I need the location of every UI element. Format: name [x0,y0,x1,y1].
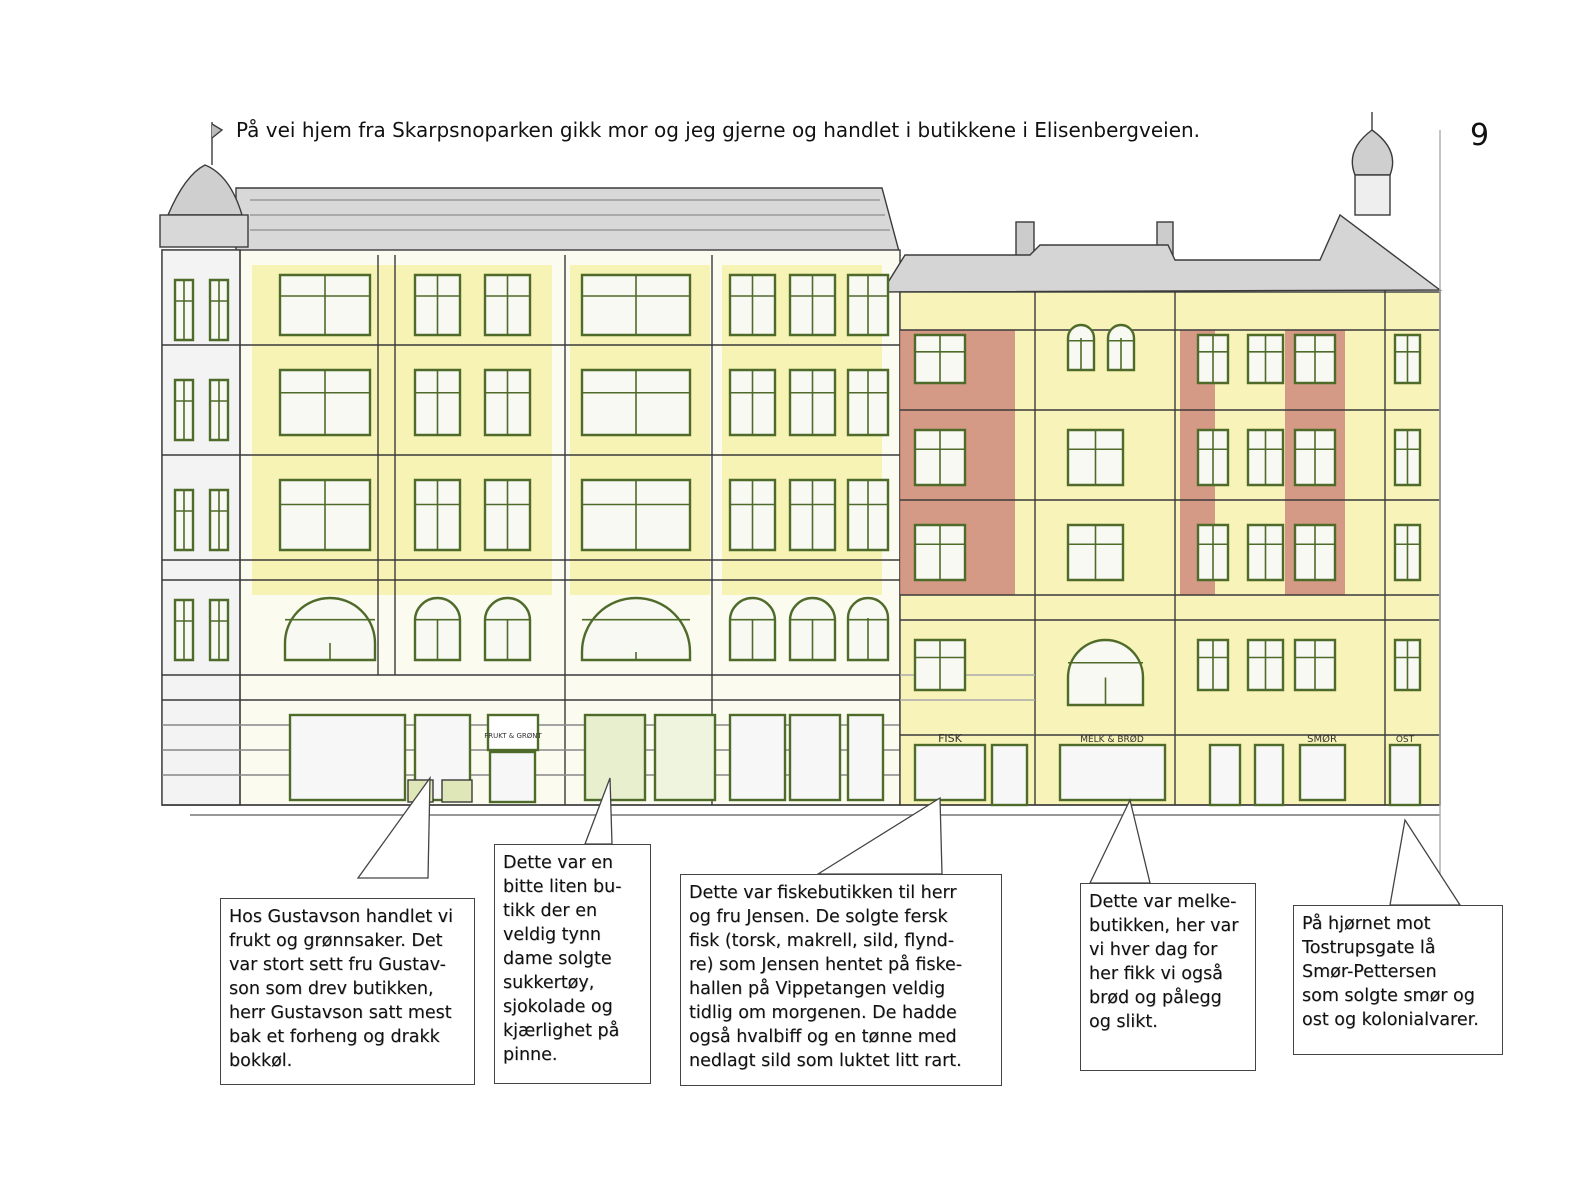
facade-window [848,370,888,435]
facade-window [175,280,193,340]
facade-window [1395,430,1420,485]
facade-window [1248,430,1283,485]
facade-window [915,335,965,383]
pointer-corner-shop [1390,820,1460,905]
left-roof [236,188,900,255]
facade-window [485,275,530,335]
bubble-gustavson-text: Hos Gustavson handlet vi frukt og grønnsaker. Det var stort sett fru Gustav- son som drev butikken, herr Gustavson satt mest bak et forheng og drakk bokkøl. [229,907,454,1071]
bubble-milk-shop [1080,883,1256,1071]
facade-window [848,598,888,660]
page-caption: På vei hjem fra Skarpsnoparken gikk mor og jeg gjerne og handlet i butikkene i Elisenbergveien. [236,118,1201,142]
facade-window [848,480,888,550]
facade-window [790,598,835,660]
frukt-door [490,752,535,802]
gustavson-window [290,715,405,800]
facade-window [1295,335,1335,383]
facade-window [415,370,460,435]
facade-window [790,480,835,550]
facade-window [280,275,370,335]
facade-window [1108,325,1134,370]
bubble-small-shop-text: Dette var en bitte liten bu- tikk der en veldig tynn dame solgte sukkertøy, sjokolade og kjærlighet på pinne. [503,853,622,1065]
facade-window [1395,640,1420,690]
facade-window [485,480,530,550]
facade-window [415,275,460,335]
facade-window [790,275,835,335]
facade-window [210,490,228,550]
facade-window [730,370,775,435]
small-shop-window [655,715,715,800]
facade-window [790,370,835,435]
bubble-corner-shop-text: På hjørnet mot Tostrupsgate lå Smør-Pettersen som solgte smør og ost og kolonialvarer. [1302,914,1479,1030]
facade-window [1068,525,1123,580]
smor-window [1300,745,1345,800]
bubble-gustavson [220,898,475,1085]
shop-sign-fisk: FISK [938,732,962,745]
facade-window [415,480,460,550]
fisk-window [915,745,985,800]
facade-window [1068,430,1123,485]
facade-window [1295,640,1335,690]
facade-window [210,380,228,440]
facade-window [730,598,775,660]
pointer-milk-shop [1090,800,1150,883]
pointer-fish-shop [818,798,942,874]
facade-window [1198,640,1228,690]
fruit-crate-right [442,780,472,802]
facade-window [582,275,690,335]
facade-window [485,598,530,660]
bubble-milk-shop-text: Dette var melke- butikken, her var vi hver dag for her fikk vi også brød og pålegg og slikt. [1089,892,1239,1032]
facade-window [1248,525,1283,580]
facade-window [1395,335,1420,383]
left-tower-roof [168,165,242,215]
facade-window [915,430,965,485]
small-shop-door [585,715,645,800]
facade-window [280,370,370,435]
facade-window [582,370,690,435]
ost-door [1390,745,1420,805]
facade-window [1248,640,1283,690]
facade-window [175,380,193,440]
shop-sign-frukt: FRUKT & GRØNT [484,732,542,740]
shop-sign-smor: SMØR [1307,734,1337,745]
facade-window [915,640,965,690]
facade-window [1295,430,1335,485]
facade-window [1068,640,1143,705]
corner-tower-dome [1352,130,1392,175]
facade-window [730,275,775,335]
shop-sign-melk: MELK & BRØD [1080,735,1144,745]
facade-window [1395,525,1420,580]
bubble-fish-shop-text: Dette var fiskebutikken til herr og fru Jensen. De solgte fersk fisk (torsk, makrell, sild, flynd- re) som Jensen hentet på fiske- hallen på Vippetangen veldig tidlig om morgenen. De hadde også hvalbiff og en tønne med nedlagt sild som luktet litt rart. [689,883,963,1071]
facade-window [915,525,965,580]
bubble-corner-shop [1293,905,1503,1055]
facade-window [848,275,888,335]
fisk-door [992,745,1027,805]
bubble-small-shop [494,844,651,1084]
page-number: 9 [1470,118,1490,153]
facade-window [210,600,228,660]
facade-window [1198,525,1228,580]
facade-window [1198,430,1228,485]
melk-window [1060,745,1165,800]
facade-window [582,480,690,550]
shop-sign-ost: OST [1395,735,1415,745]
facade-window [1198,335,1228,383]
facade-window [175,490,193,550]
facade-window [280,480,370,550]
facade-window [1068,325,1094,370]
facade-window [1248,335,1283,383]
facade-window [415,598,460,660]
bubble-fish-shop [680,874,1002,1086]
facade-window [730,480,775,550]
facade-window [175,600,193,660]
facade-window [1295,525,1335,580]
facade-window [485,370,530,435]
facade-window [210,280,228,340]
